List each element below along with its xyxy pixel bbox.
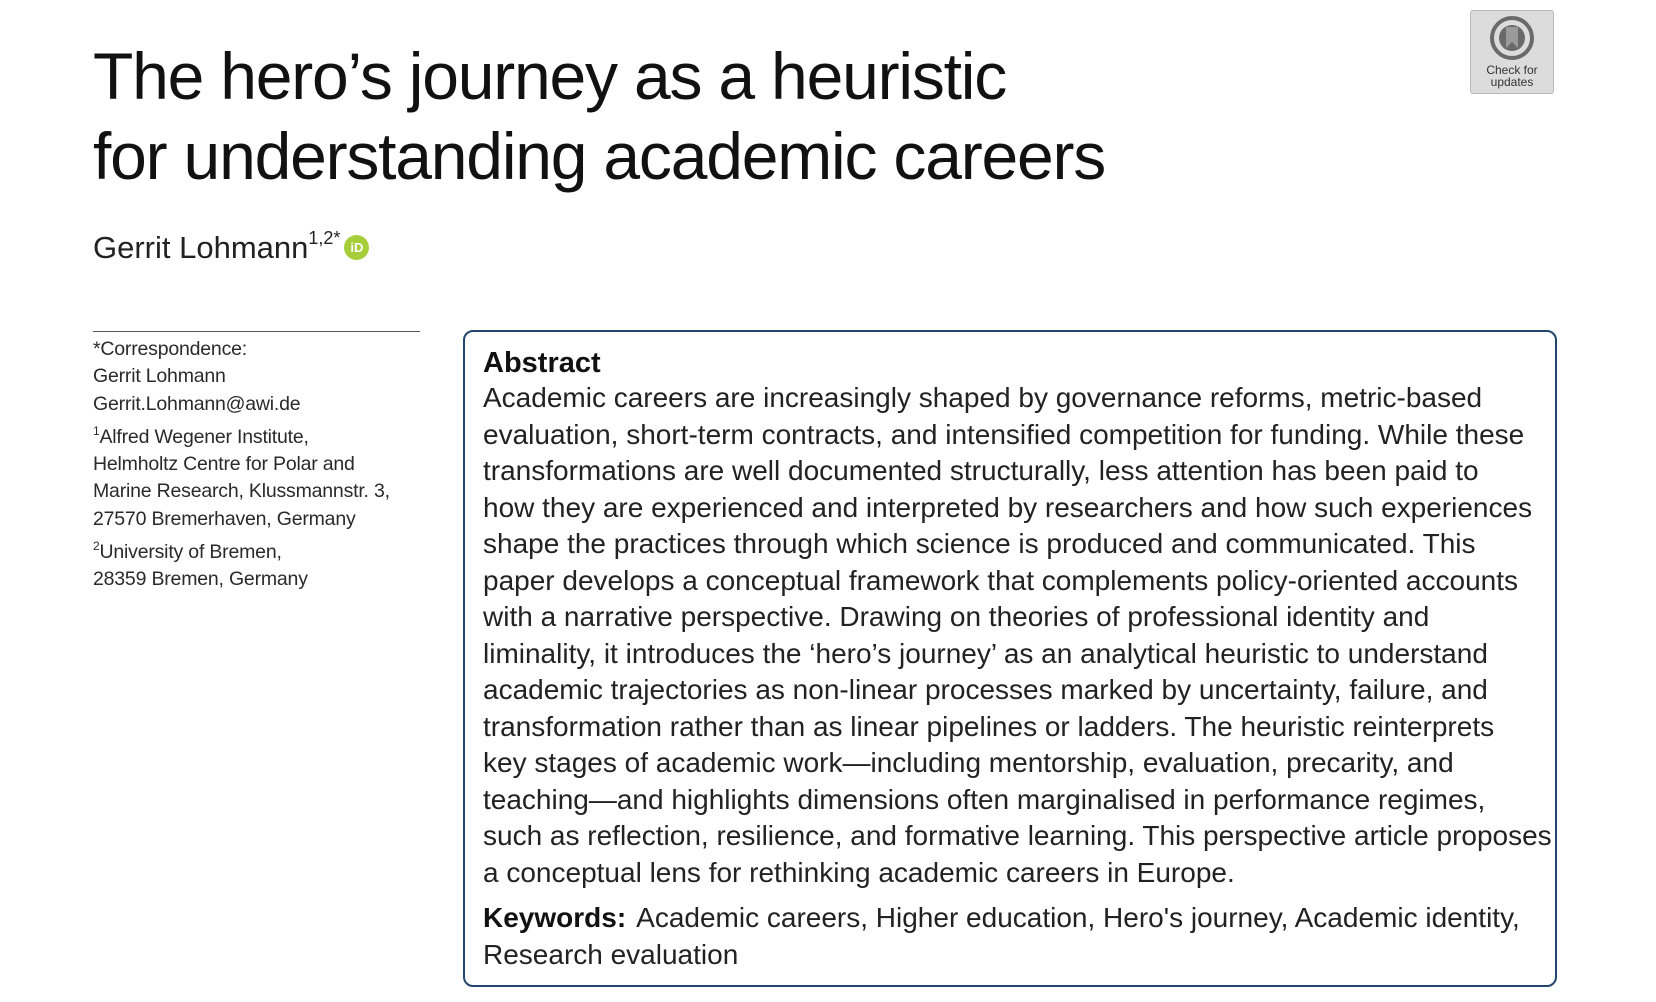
affiliation-2-line: 28359 Bremen, Germany bbox=[93, 568, 308, 591]
author-name[interactable]: Gerrit Lohmann bbox=[93, 230, 309, 265]
orcid-icon[interactable]: iD bbox=[344, 235, 369, 260]
abstract-line: a conceptual lens for rethinking academic careers in Europe. bbox=[483, 856, 1235, 888]
affiliation-mark: 1 bbox=[93, 423, 100, 438]
abstract-line: Academic careers are increasingly shaped by governance reforms, metric-based bbox=[483, 382, 1483, 413]
abstract-line: how they are experienced and interpreted by researchers and how such experiences bbox=[483, 491, 1533, 523]
affiliation-1-line: Helmholtz Centre for Polar and bbox=[93, 453, 355, 476]
abstract-line: transformation rather than as linear pipelines or ladders. The heuristic reinterprets bbox=[483, 710, 1495, 742]
author-affiliation-marks: 1,2* bbox=[308, 228, 341, 248]
abstract-text bbox=[483, 380, 1553, 891]
affiliation-2: $^2$University of Bremen, bbox=[93, 539, 282, 564]
correspondence-label: *Correspondence: bbox=[93, 338, 247, 360]
abstract-line: liminality, it introduces the ‘hero’s journey’ as an analytical heuristic to understand bbox=[483, 637, 1488, 669]
keywords-list: Academic careers, Higher education, Hero's journey, Academic identity, bbox=[636, 902, 1520, 933]
correspondence-email[interactable]: Gerrit.Lohmann@awi.de bbox=[93, 392, 301, 415]
keywords bbox=[483, 900, 1553, 973]
abstract-line: with a narrative perspective. Drawing on theories of professional identity and bbox=[483, 601, 1430, 632]
affiliation-1: $^1$Alfred Wegener Institute, bbox=[93, 423, 309, 448]
abstract-line: teaching—and highlights dimensions often marginalised in performance regimes, bbox=[483, 783, 1486, 815]
keywords-label: Keywords: bbox=[483, 902, 627, 933]
keywords-line: Research evaluation bbox=[483, 938, 739, 970]
keywords-line bbox=[483, 900, 1553, 937]
check-for-updates-badge[interactable] bbox=[1470, 10, 1554, 94]
abstract-line: evaluation, short-term contracts, and intensified competition for funding. While these bbox=[483, 418, 1525, 450]
sidebar-divider bbox=[93, 331, 420, 332]
abstract-line: shape the practices through which science is produced and communicated. This bbox=[483, 528, 1476, 559]
paper-title bbox=[93, 36, 1293, 196]
affiliation-mark: 2 bbox=[93, 539, 100, 554]
correspondence-name: Gerrit Lohmann bbox=[93, 365, 226, 388]
affiliation-1-line: Marine Research, Klussmannstr. 3, bbox=[93, 480, 390, 503]
abstract-line: paper develops a conceptual framework that complements policy-oriented accounts bbox=[483, 564, 1519, 596]
abstract-box bbox=[463, 330, 1557, 987]
abstract-line: such as reflection, resilience, and formative learning. This perspective article proposes bbox=[483, 820, 1552, 851]
abstract-line: key stages of academic work—including mentorship, evaluation, precarity, and bbox=[483, 747, 1454, 778]
check-for-updates-label: Check for updates bbox=[1486, 63, 1538, 89]
abstract-heading: Abstract bbox=[483, 347, 601, 379]
title-line: for understanding academic careers bbox=[93, 119, 1106, 193]
affiliation-1-line: 27570 Bremerhaven, Germany bbox=[93, 507, 356, 530]
bookmark-icon bbox=[1489, 15, 1535, 61]
author-line bbox=[93, 218, 369, 268]
correspondence-sidebar bbox=[93, 336, 423, 594]
abstract-line: transformations are well documented structurally, less attention has been paid to bbox=[483, 455, 1479, 486]
abstract-line: academic trajectories as non-linear processes marked by uncertainty, failure, and bbox=[483, 674, 1488, 705]
title-line: The hero’s journey as a heuristic bbox=[93, 39, 1007, 113]
